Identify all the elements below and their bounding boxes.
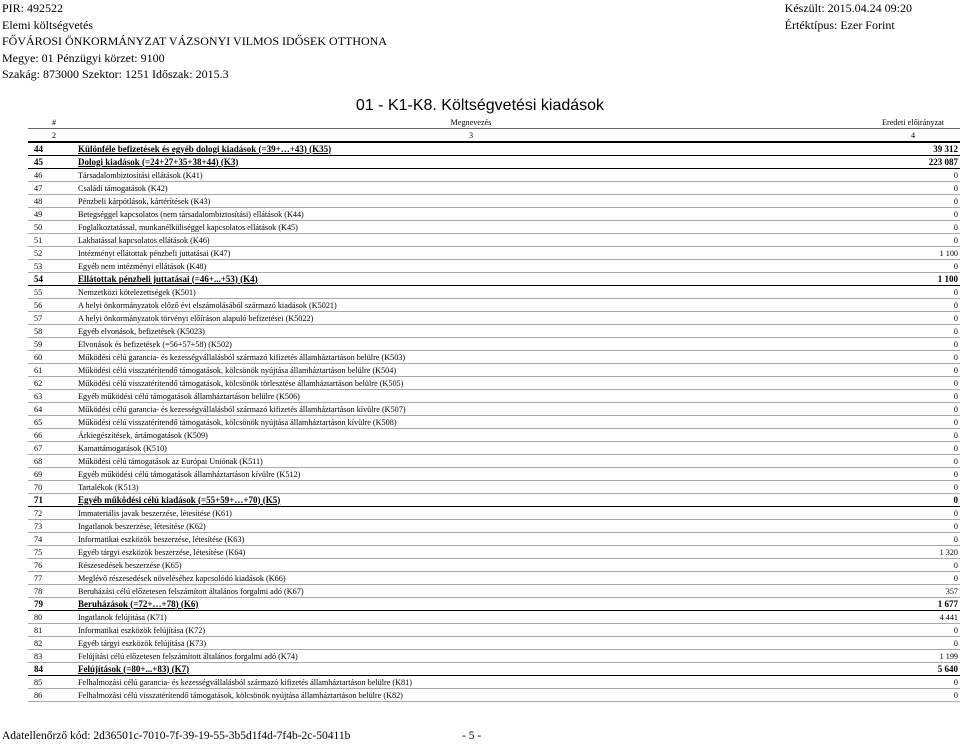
row-value: 0	[866, 416, 960, 429]
table-row	[28, 546, 960, 559]
row-value: 1 677	[866, 598, 960, 611]
table-row	[28, 611, 960, 624]
row-number: 50	[28, 221, 76, 234]
table-row	[28, 494, 960, 507]
row-number: 63	[28, 390, 76, 403]
row-number: 56	[28, 299, 76, 312]
row-number: 84	[28, 663, 76, 676]
column-number-row	[28, 129, 960, 143]
row-value: 0	[866, 689, 960, 702]
table-row	[28, 247, 960, 260]
table-row	[28, 416, 960, 429]
table-row	[28, 663, 960, 676]
row-value: 0	[866, 208, 960, 221]
row-number: 46	[28, 169, 76, 182]
row-description: Árkiegészítések, ártámogatások (K509)	[76, 429, 866, 442]
row-description: Informatikai eszközök beszerzése, létesítése (K63)	[76, 533, 866, 546]
created-line: Készült: 2015.04.24 09:20	[784, 1, 912, 15]
row-description: Beruházások (=72+…+78) (K6)	[76, 598, 866, 611]
table-row	[28, 468, 960, 481]
row-value: 0	[866, 312, 960, 325]
table-row	[28, 377, 960, 390]
row-value: 0	[866, 286, 960, 299]
row-description: Betegséggel kapcsolatos (nem társadalombiztosítási) ellátások (K44)	[76, 208, 866, 221]
table-row	[28, 299, 960, 312]
row-value: 4 441	[866, 611, 960, 624]
table-row	[28, 351, 960, 364]
row-value: 0	[866, 234, 960, 247]
row-description: Egyéb nem intézményi ellátások (K48)	[76, 260, 866, 273]
row-value: 357	[866, 585, 960, 598]
row-description: Tartalékok (K513)	[76, 481, 866, 494]
row-description: Informatikai eszközök felújítása (K72)	[76, 624, 866, 637]
row-number: 73	[28, 520, 76, 533]
table-row	[28, 273, 960, 286]
row-description: Lakhatással kapcsolatos ellátások (K46)	[76, 234, 866, 247]
header-left	[2, 0, 387, 83]
verification-code: Adatellenőrző kód: 2d36501c-7010-7f-39-19-55-3b5d1f4d-7f4b-2c-50411b	[2, 730, 351, 742]
row-value: 0	[866, 390, 960, 403]
row-description: Részesedések beszerzése (K65)	[76, 559, 866, 572]
table-row	[28, 156, 960, 169]
row-description: Felhalmozási célú visszatérítendő támogatások, kölcsönök nyújtása államháztartáson belülre (K82)	[76, 689, 866, 702]
table-row	[28, 572, 960, 585]
row-description: Intézményi ellátottak pénzbeli juttatásai (K47)	[76, 247, 866, 260]
table-row	[28, 234, 960, 247]
row-number: 44	[28, 142, 76, 156]
row-description: Ellátottak pénzbeli juttatásai (=46+...+53) (K4)	[76, 273, 866, 286]
row-number: 82	[28, 637, 76, 650]
row-number: 52	[28, 247, 76, 260]
row-number: 53	[28, 260, 76, 273]
row-value: 1 100	[866, 273, 960, 286]
table-row	[28, 689, 960, 702]
table-row	[28, 429, 960, 442]
row-value: 0	[866, 572, 960, 585]
row-number: 66	[28, 429, 76, 442]
row-number: 57	[28, 312, 76, 325]
row-number: 54	[28, 273, 76, 286]
row-value: 223 087	[866, 156, 960, 169]
row-description: Felhalmozási célú garancia- és kezességvállalásból származó kifizetés államháztartáson belülre (K81)	[76, 676, 866, 689]
table-row	[28, 520, 960, 533]
row-value: 0	[866, 169, 960, 182]
table-row	[28, 585, 960, 598]
row-value: 0	[866, 364, 960, 377]
row-value: 0	[866, 533, 960, 546]
row-number: 79	[28, 598, 76, 611]
row-number: 47	[28, 182, 76, 195]
row-description: Immateriális javak beszerzése, létesítése (K61)	[76, 507, 866, 520]
row-value: 0	[866, 403, 960, 416]
row-description: Egyéb elvonások, befizetések (K5023)	[76, 325, 866, 338]
expenditure-table	[28, 116, 960, 702]
row-description: Egyéb működési célú támogatások államháztartáson kívülre (K512)	[76, 468, 866, 481]
row-number: 61	[28, 364, 76, 377]
row-number: 49	[28, 208, 76, 221]
row-value: 0	[866, 325, 960, 338]
row-value: 0	[866, 559, 960, 572]
table-row	[28, 221, 960, 234]
row-number: 60	[28, 351, 76, 364]
row-number: 71	[28, 494, 76, 507]
row-value: 0	[866, 182, 960, 195]
row-description: Pénzbeli kárpótlások, kártérítések (K43)	[76, 195, 866, 208]
row-number: 85	[28, 676, 76, 689]
row-value: 1 320	[866, 546, 960, 559]
row-description: Működési célú garancia- és kezességvállalásból származó kifizetés államháztartáson belülre (K503)	[76, 351, 866, 364]
row-number: 62	[28, 377, 76, 390]
column-header-val: Eredeti előirányzat	[866, 116, 960, 129]
row-description: Ingatlanok felújítása (K71)	[76, 611, 866, 624]
value-type-line: Értéktípus: Ezer Forint	[784, 17, 895, 32]
row-description: Egyéb működési célú kiadások (=55+59+…+70) (K5)	[76, 494, 866, 507]
report-title: 01 - K1-K8. Költségvetési kiadások	[355, 97, 605, 114]
table-row	[28, 676, 960, 689]
table-row	[28, 312, 960, 325]
row-description: Működési célú támogatások az Európai Uniónak (K511)	[76, 455, 866, 468]
table-row	[28, 442, 960, 455]
row-description: Ingatlanok beszerzése, létesítése (K62)	[76, 520, 866, 533]
row-value: 0	[866, 624, 960, 637]
row-description: Egyéb tárgyi eszközök beszerzése, létesítése (K64)	[76, 546, 866, 559]
row-value: 0	[866, 442, 960, 455]
pir-line: PIR: 492522	[2, 1, 64, 15]
row-value: 0	[866, 260, 960, 273]
row-number: 68	[28, 455, 76, 468]
table-row	[28, 195, 960, 208]
table-row	[28, 637, 960, 650]
row-number: 80	[28, 611, 76, 624]
sector-line: Szakág: 873000 Szektor: 1251 Időszak: 2015.3	[2, 67, 229, 81]
row-number: 55	[28, 286, 76, 299]
institution-line: FŐVÁROSI ÖNKORMÁNYZAT VÁZSONYI VILMOS IDŐSEK OTTHONA	[2, 34, 388, 48]
row-value: 0	[866, 507, 960, 520]
row-value: 1 199	[866, 650, 960, 663]
row-value: 0	[866, 351, 960, 364]
row-description: Nemzetközi kötelezettségek (K501)	[76, 286, 866, 299]
row-number: 65	[28, 416, 76, 429]
table-row	[28, 390, 960, 403]
row-value: 0	[866, 481, 960, 494]
row-number: 51	[28, 234, 76, 247]
table-row	[28, 142, 960, 156]
row-value: 0	[866, 377, 960, 390]
table-row	[28, 403, 960, 416]
row-value: 0	[866, 676, 960, 689]
row-value: 39 312	[866, 142, 960, 156]
column-number-desc: 3	[76, 129, 866, 143]
column-header-num: #	[28, 116, 76, 129]
row-description: Különféle befizetések és egyéb dologi kiadások (=39+…+43) (K35)	[76, 142, 866, 156]
page-number: - 5 -	[462, 730, 482, 742]
county-line: Megye: 01 Pénzügyi körzet: 9100	[2, 50, 165, 65]
table-row	[28, 507, 960, 520]
row-value: 0	[866, 637, 960, 650]
row-description: Működési célú visszatérítendő támogatások, kölcsönök törlesztése államháztartáson belülre (K505)	[76, 377, 866, 390]
row-description: Kamattámogatások (K510)	[76, 442, 866, 455]
row-description: Dologi kiadások (=24+27+35+38+44) (K3)	[76, 156, 866, 169]
row-description: Meglévő részesedések növeléséhez kapcsolódó kiadások (K66)	[76, 572, 866, 585]
row-value: 0	[866, 429, 960, 442]
row-value: 0	[866, 338, 960, 351]
row-value: 0	[866, 195, 960, 208]
row-number: 74	[28, 533, 76, 546]
report-type-line: Elemi költségvetés	[2, 17, 93, 32]
column-header-row	[28, 116, 960, 129]
row-number: 69	[28, 468, 76, 481]
row-number: 70	[28, 481, 76, 494]
table-row	[28, 208, 960, 221]
row-number: 58	[28, 325, 76, 338]
row-number: 86	[28, 689, 76, 702]
row-description: A helyi önkormányzatok törvényi előíráson alapuló befizetései (K5022)	[76, 312, 866, 325]
table-row	[28, 364, 960, 377]
row-number: 45	[28, 156, 76, 169]
row-number: 77	[28, 572, 76, 585]
table-row	[28, 325, 960, 338]
row-number: 81	[28, 624, 76, 637]
row-number: 76	[28, 559, 76, 572]
row-number: 59	[28, 338, 76, 351]
table-row	[28, 338, 960, 351]
table-row	[28, 286, 960, 299]
row-number: 72	[28, 507, 76, 520]
column-header-desc: Megnevezés	[76, 116, 866, 129]
row-description: Családi támogatások (K42)	[76, 182, 866, 195]
row-value: 0	[866, 455, 960, 468]
table-row	[28, 559, 960, 572]
row-description: Működési célú visszatérítendő támogatások, kölcsönök nyújtása államháztartáson kívülre (K508)	[76, 416, 866, 429]
row-value: 0	[866, 299, 960, 312]
row-number: 75	[28, 546, 76, 559]
row-description: Foglalkoztatással, munkanélküliséggel kapcsolatos ellátások (K45)	[76, 221, 866, 234]
row-description: A helyi önkormányzatok előző évi elszámolásából származó kiadások (K5021)	[76, 299, 866, 312]
row-description: Felújítási célú előzetesen felszámított általános forgalmi adó (K74)	[76, 650, 866, 663]
row-description: Működési célú visszatérítendő támogatások, kölcsönök nyújtása államháztartáson belülre (K504)	[76, 364, 866, 377]
table-row	[28, 481, 960, 494]
table-row	[28, 624, 960, 637]
header-right	[785, 0, 912, 33]
row-value: 1 100	[866, 247, 960, 260]
row-number: 78	[28, 585, 76, 598]
row-number: 67	[28, 442, 76, 455]
row-number: 48	[28, 195, 76, 208]
table-row	[28, 169, 960, 182]
row-description: Elvonások és befizetések (=56+57+58) (K502)	[76, 338, 866, 351]
row-description: Társadalombiztosítási ellátások (K41)	[76, 169, 866, 182]
row-value: 0	[866, 221, 960, 234]
table-row	[28, 533, 960, 546]
row-description: Egyéb tárgyi eszközök felújítása (K73)	[76, 637, 866, 650]
row-value: 0	[866, 468, 960, 481]
table-row	[28, 260, 960, 273]
row-description: Működési célú garancia- és kezességvállalásból származó kifizetés államháztartáson kívülre (K507)	[76, 403, 866, 416]
row-value: 0	[866, 520, 960, 533]
table-row	[28, 182, 960, 195]
row-description: Felújítások (=80+...+83) (K7)	[76, 663, 866, 676]
row-number: 64	[28, 403, 76, 416]
column-number-val: 4	[866, 129, 960, 143]
row-description: Egyéb működési célú támogatások államháztartáson belülre (K506)	[76, 390, 866, 403]
column-number-num: 2	[28, 129, 76, 143]
row-number: 83	[28, 650, 76, 663]
table-row	[28, 650, 960, 663]
row-value: 5 640	[866, 663, 960, 676]
table-row	[28, 598, 960, 611]
row-value: 0	[866, 494, 960, 507]
row-description: Beruházási célú előzetesen felszámított általános forgalmi adó (K67)	[76, 585, 866, 598]
table-row	[28, 455, 960, 468]
